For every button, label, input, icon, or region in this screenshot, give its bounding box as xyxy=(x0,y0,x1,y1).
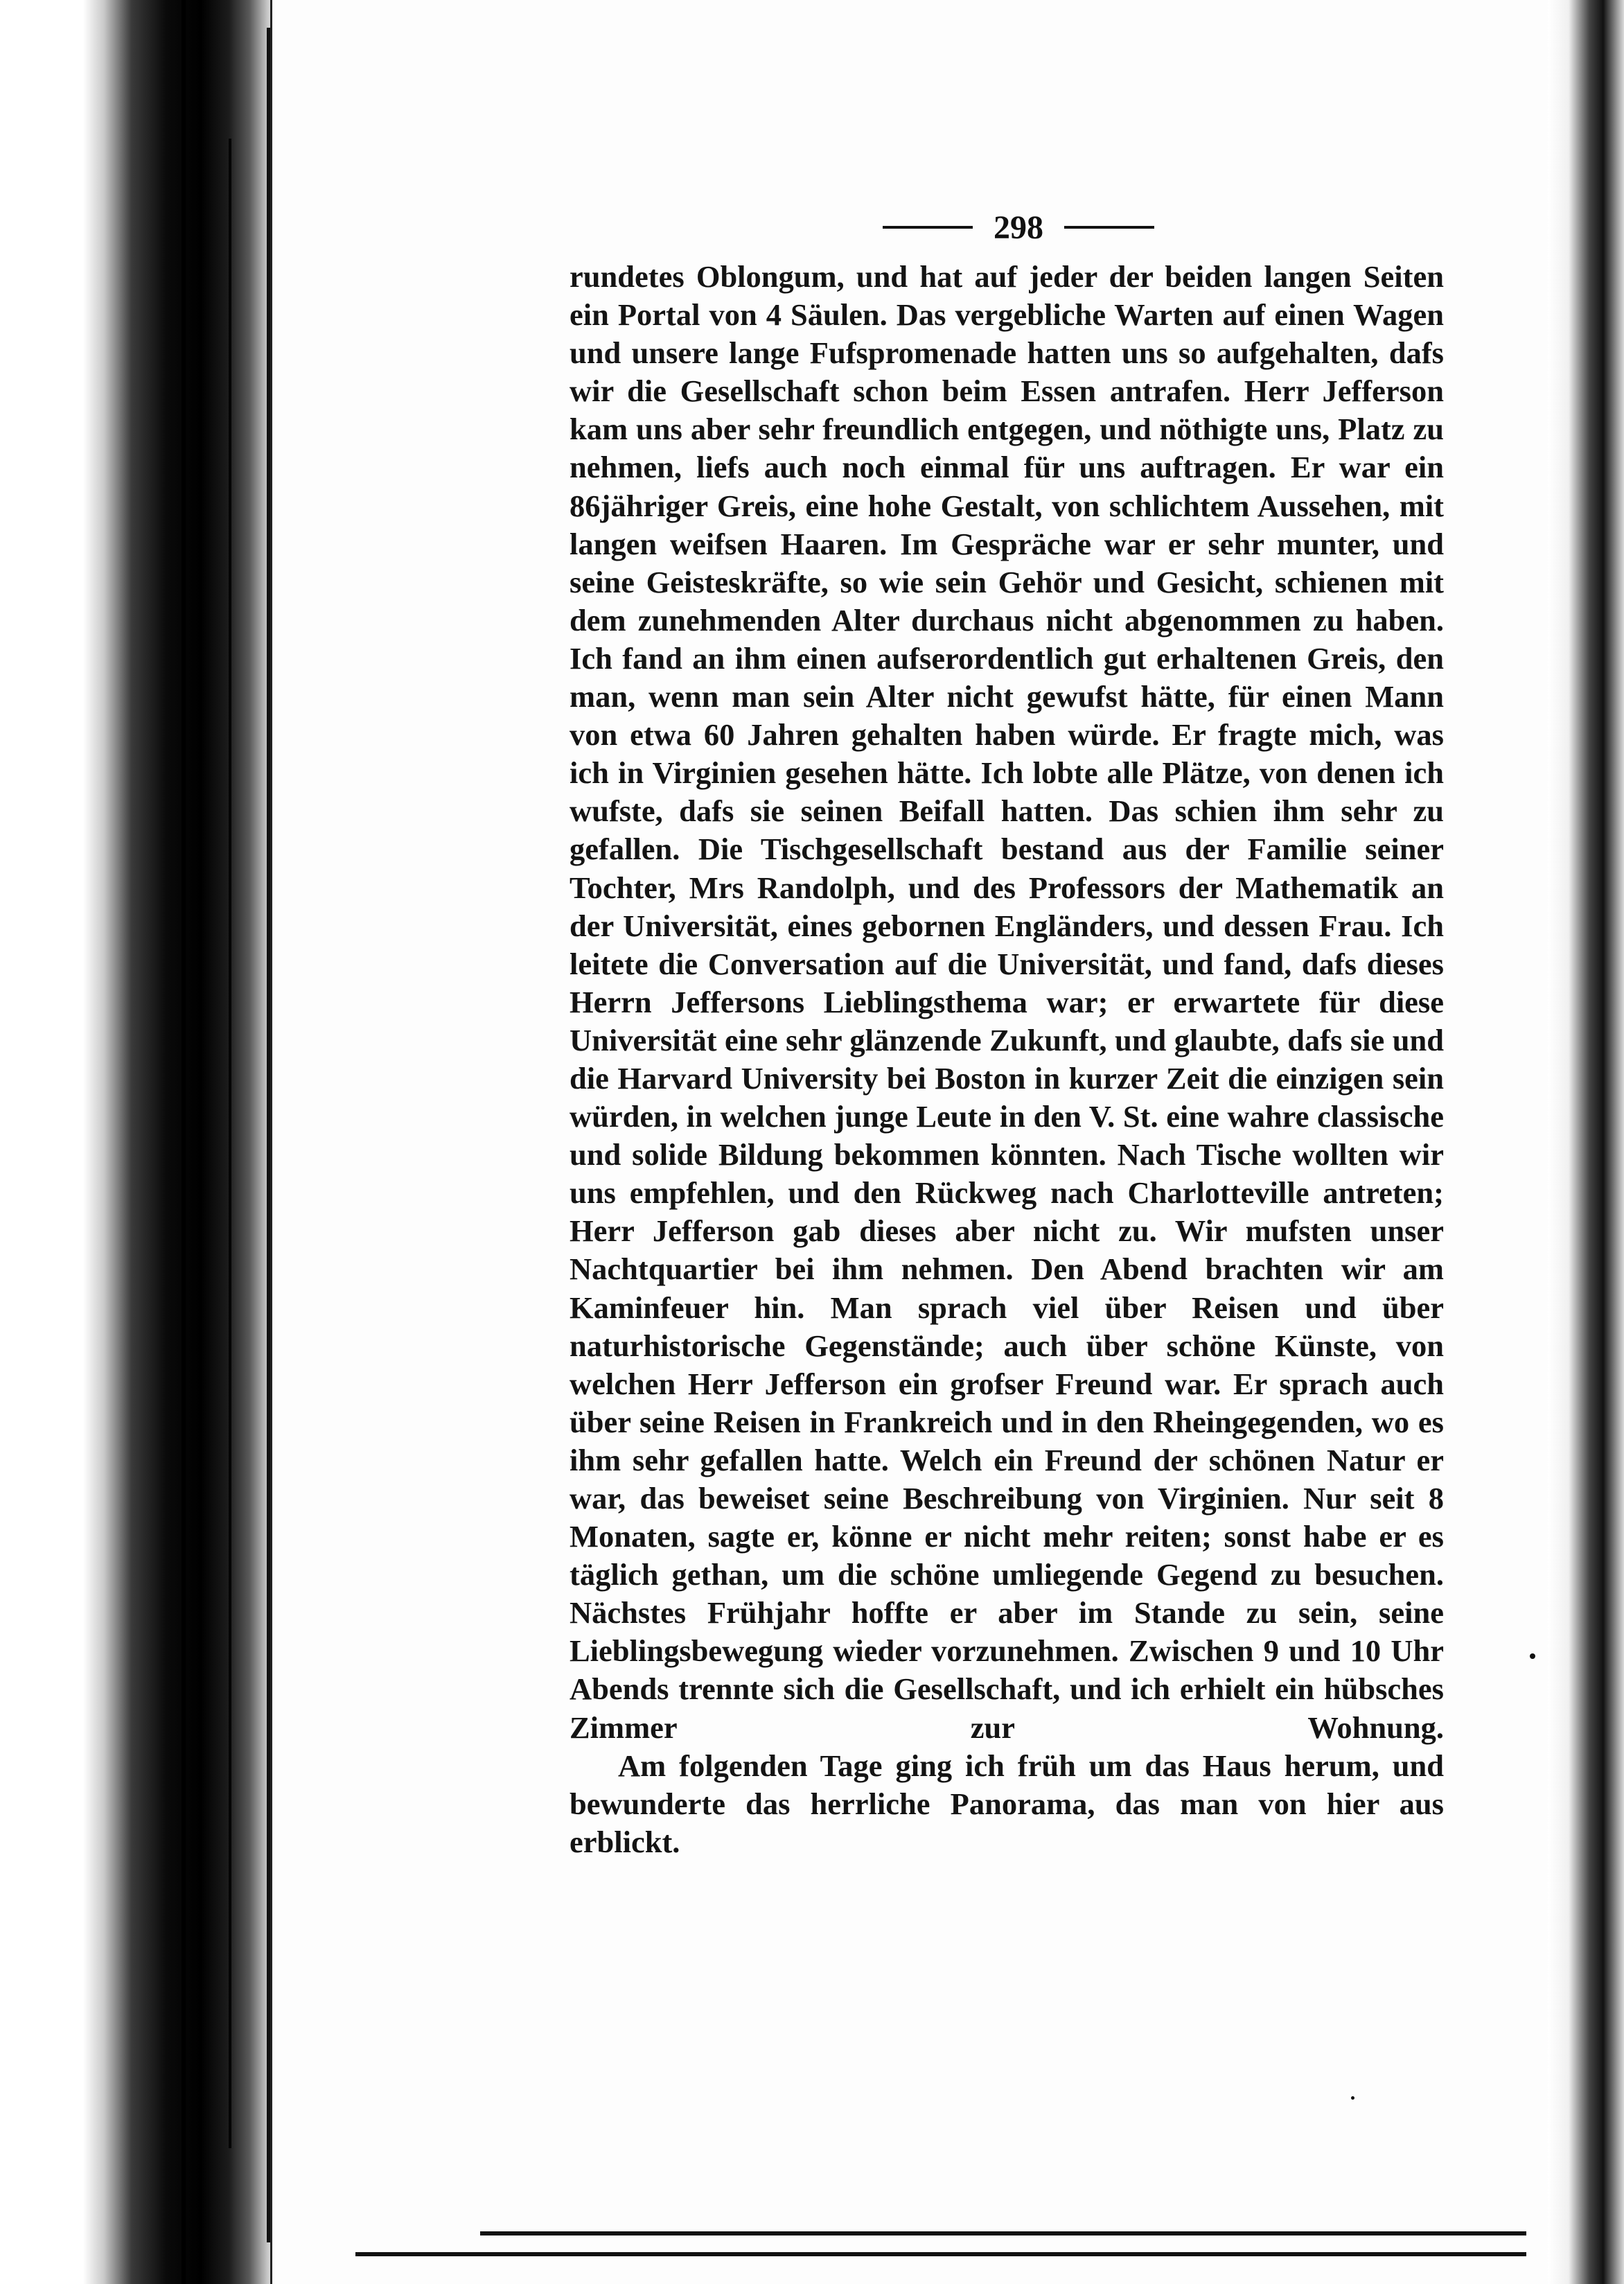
page-left-edge xyxy=(267,28,270,2242)
page-bottom-edge xyxy=(355,2252,1526,2256)
paragraph: Am folgenden Tage ging ich früh um das Haus herum, und bewunderte das herrliche Panorama, das man von hier aus erblickt. xyxy=(570,1748,1444,1859)
body-text xyxy=(570,258,1444,1861)
book-spine xyxy=(0,0,277,2284)
page-number: 298 xyxy=(994,209,1043,246)
header-rule-left xyxy=(883,226,973,229)
ink-speck xyxy=(1351,2096,1354,2100)
page-bottom-edge xyxy=(480,2231,1526,2235)
spine-shadow-line xyxy=(182,0,186,2284)
ink-speck xyxy=(1530,1653,1535,1659)
next-page-edge xyxy=(1548,0,1624,2284)
spine-shadow-line xyxy=(229,139,231,2148)
paragraph: rundetes Oblongum, und hat auf jeder der beiden langen Seiten ein Portal von 4 Säulen. Das vergebliche Warten auf einen Wagen und unsere lange Fufspromenade hatten uns so aufgehalten, dafs wir die Gesellschaft schon beim Essen antrafen. Herr Jefferson kam uns aber sehr freundlich entgegen, und nöthigte uns, Platz zu nehmen, liefs auch noch einmal für uns auftragen. Er war ein 86jähriger Greis, eine hohe Gestalt, von schlichtem Aussehen, mit langen weifsen Haaren. Im Gespräche war er sehr munter, und seine Geisteskräfte, so wie sein Gehör und Gesicht, schienen mit dem zunehmenden Alter durchaus nicht abgenommen zu haben. Ich fand an ihm einen aufserordentlich gut erhaltenen Greis, den man, wenn man sein Alter nicht gewufst hätte, für einen Mann von etwa 60 Jahren gehalten haben würde. Er fragte mich, was ich in Virginien gesehen hätte. Ich lobte alle Plätze, von denen ich wufste, dafs sie seinen Beifall hatten. Das schien ihm sehr zu gefallen. Die Tischgesellschaft bestand aus der Familie seiner Tochter, Mrs Randolph, und des Professors der Mathematik an der Universität, eines gebornen Engländers, und dessen Frau. Ich leitete die Conversation auf die Universität, und fand, dafs dieses Herrn Jeffersons Lieblingsthema war; er erwartete für diese Universität eine sehr glänzende Zukunft, und glaubte, dafs sie und die Harvard University bei Boston in kurzer Zeit die einzigen sein würden, in welchen junge Leute in den V. St. eine wahre classische und solide Bildung bekommen könnten. Nach Tische wollten wir uns empfehlen, und den Rückweg nach Charlotteville antreten; Herr Jefferson gab dieses aber nicht zu. Wir mufsten unser Nachtquartier bei ihm nehmen. Den Abend brachten wir am Kaminfeuer hin. Man sprach viel über Reisen und über naturhistorische Gegenstände; auch über schöne Künste, von welchen Herr Jefferson ein grofser Freund war. Er sprach auch über seine Reisen in Frankreich und in den Rheingegenden, wo es ihm sehr gefallen hatte. Welch ein Freund der schönen Natur er war, das beweiset seine Beschreibung von Virginien. Nur seit 8 Monaten, sagte er, könne er nicht mehr reiten; sonst habe er es täglich gethan, um die schöne umliegende Gegend zu besuchen. Nächstes Frühjahr hoffte er aber im Stande zu sein, seine Lieblingsbewegung wieder vorzunehmen. Zwischen 9 und 10 Uhr Abends trennte sich die Gesellschaft, und ich erhielt ein hübsches Zimmer zur Wohnung. xyxy=(570,259,1444,1745)
page-header xyxy=(873,207,1164,248)
header-rule-right xyxy=(1064,226,1154,229)
